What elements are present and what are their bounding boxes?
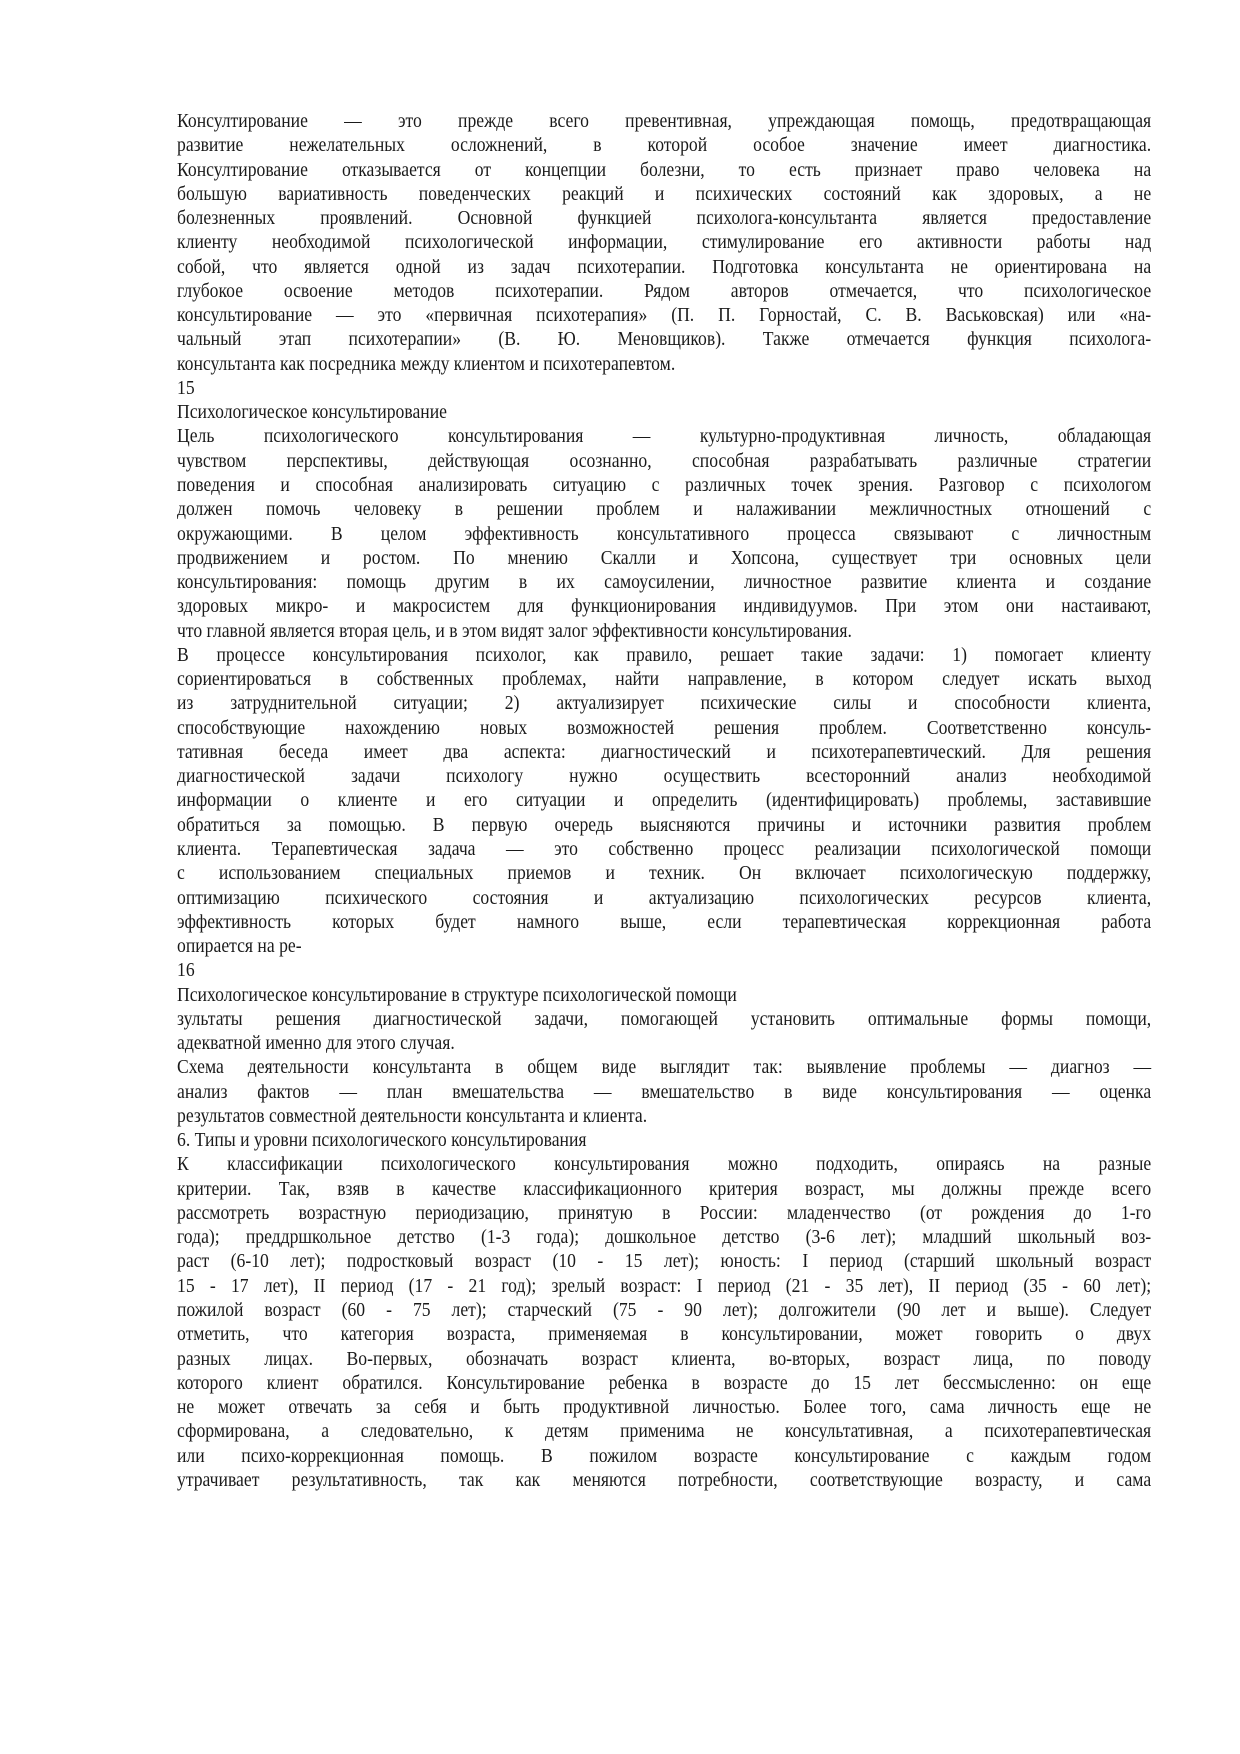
text-line-content: или психо-коррекционная помощь. В пожилом возрасте консультирование с каждым годом [177, 1444, 1152, 1467]
text-line [177, 764, 1151, 788]
text-line-content: которого клиент обратился. Консультирование ребенка в возрасте до 15 лет бессмысленно: он еще [177, 1371, 1152, 1394]
text-line-content: должен помочь человеку в решении проблем и налаживании межличностных отношений с [177, 498, 1152, 521]
text-line [177, 182, 1151, 206]
text-line-content: консультирования: помощь другим в их самоусилении, личностное развитие клиента и создание [177, 571, 1152, 594]
text-line-content: клиенту необходимой психологической информации, стимулирование его активности работы над [177, 231, 1152, 254]
paragraph [177, 643, 1151, 958]
paragraph [177, 1007, 1151, 1056]
text-line [177, 497, 1151, 521]
text-line-content: рассмотреть возрастную периодизацию, принятую в России: младенчество (от рождения до 1-го [177, 1201, 1152, 1224]
text-line [177, 1177, 1151, 1201]
text-line-content: окружающими. В целом эффективность консультативного процесса связывают с личностным [177, 522, 1152, 545]
text-line [177, 1322, 1151, 1346]
paragraph [177, 1055, 1151, 1128]
document-page [177, 109, 1151, 1492]
text-line-content: продвижением и ростом. По мнению Скалли и Хопсона, существует три основных цели [177, 546, 1152, 569]
text-line-content: способствующие нахождению новых возможностей решения проблем. Соответственно консуль- [177, 716, 1152, 739]
paragraph [177, 424, 1151, 642]
text-line-content: сформирована, а следовательно, к детям применима не консультативная, а психотерапевтическая [177, 1420, 1152, 1443]
text-line [177, 327, 1151, 351]
page-number-text: 16 [177, 959, 195, 982]
text-line-content: анализ фактов — план вмешательства — вмешательство в виде консультирования — оценка [177, 1080, 1152, 1103]
text-line-content: болезненных проявлений. Основной функцией психолога-консультанта является предоставление [177, 207, 1152, 230]
text-line-content: с использованием специальных приемов и техник. Он включает психологическую поддержку, [177, 862, 1152, 885]
text-line [177, 522, 1151, 546]
text-line-content: глубокое освоение методов психотерапии. Рядом авторов отмечается, что психологическое [177, 279, 1152, 302]
text-line [177, 861, 1151, 885]
text-line [177, 619, 1151, 643]
text-line [177, 449, 1151, 473]
text-line-content: Схема деятельности консультанта в общем виде выглядит так: выявление проблемы — диагноз — [177, 1056, 1152, 1079]
text-line-content: клиента. Терапевтическая задача — это собственно процесс реализации психологической помощи [177, 837, 1152, 860]
page-number-line [177, 376, 1151, 400]
text-line-content: опирается на ре- [177, 935, 302, 958]
text-line-content: не может отвечать за себя и быть продуктивной личностью. Более того, сама личность еще не [177, 1396, 1152, 1419]
paragraph [177, 1152, 1151, 1492]
running-head-text: Психологическое консультирование в структуре психологической помощи [177, 983, 737, 1006]
text-line-content: критерии. Так, взяв в качестве классификационного критерия возраст, мы должны прежде всего [177, 1177, 1152, 1200]
text-line-content: из затруднительной ситуации; 2) актуализирует психические силы и способности клиента, [177, 692, 1152, 715]
text-line [177, 837, 1151, 861]
text-line-content: В процессе консультирования психолог, как правило, решает такие задачи: 1) помогает клиенту [177, 643, 1152, 666]
text-line-content: сориентироваться в собственных проблемах, найти направление, в котором следует искать выход [177, 668, 1152, 691]
text-line-content: информации о клиенте и его ситуации и определить (идентифицировать) проблемы, заставившие [177, 789, 1152, 812]
text-line [177, 1444, 1151, 1468]
text-line [177, 158, 1151, 182]
text-line-content: оптимизацию психического состояния и актуализацию психологических ресурсов клиента, [177, 886, 1152, 909]
text-line-content: пожилой возраст (60 - 75 лет); старческий (75 - 90 лет); долгожители (90 лет и выше). Следует [177, 1299, 1152, 1322]
section-heading-line [177, 1128, 1151, 1152]
text-line [177, 1274, 1151, 1298]
text-line [177, 813, 1151, 837]
text-line [177, 1225, 1151, 1249]
text-line [177, 255, 1151, 279]
text-line [177, 109, 1151, 133]
text-line [177, 910, 1151, 934]
text-line [177, 1201, 1151, 1225]
running-head [177, 983, 1151, 1007]
text-line-content: консультанта как посредника между клиентом и психотерапевтом. [177, 352, 676, 375]
text-line-content: обратиться за помощью. В первую очередь выясняются причины и источники развития проблем [177, 813, 1152, 836]
text-line [177, 594, 1151, 618]
text-line-content: разных лицах. Во-первых, обозначать возраст клиента, во-вторых, возраст лица, по поводу [177, 1347, 1152, 1370]
text-line-content: 15 - 17 лет), II период (17 - 21 год); зрелый возраст: I период (21 - 35 лет), II период (35 - 60 лет); [177, 1274, 1152, 1297]
text-line-content: Цель психологического консультирования — культурно-продуктивная личность, обладающая [177, 425, 1152, 448]
section-heading-text: 6. Типы и уровни психологического консультирования [177, 1129, 587, 1152]
text-line [177, 133, 1151, 157]
page-number-text: 15 [177, 376, 195, 399]
text-line-content: отметить, что категория возраста, применяемая в консультировании, может говорить о двух [177, 1323, 1152, 1346]
text-line [177, 1249, 1151, 1273]
text-line [177, 1371, 1151, 1395]
text-line [177, 352, 1151, 376]
paragraph [177, 109, 1151, 376]
text-line-content: развитие нежелательных осложнений, в которой особое значение имеет диагностика. [177, 134, 1152, 157]
text-line-content: консультирование — это «первичная психотерапия» (П. П. Горностай, С. В. Васьковская) или «на- [177, 304, 1152, 327]
text-line-content: чальный этап психотерапии» (В. Ю. Меновщиков). Также отмечается функция психолога- [177, 328, 1152, 351]
text-line [177, 1031, 1151, 1055]
text-line [177, 1152, 1151, 1176]
text-line [177, 1080, 1151, 1104]
text-line [177, 691, 1151, 715]
running-head-text: Психологическое консультирование [177, 401, 447, 424]
text-line [177, 643, 1151, 667]
text-line-content: результатов совместной деятельности консультанта и клиента. [177, 1104, 648, 1127]
text-line [177, 934, 1151, 958]
text-line-content: эффективность которых будет намного выше, если терапевтическая коррекционная работа [177, 910, 1152, 933]
text-line [177, 570, 1151, 594]
text-line-content: большую вариативность поведенческих реакций и психических состояний как здоровых, а не [177, 182, 1152, 205]
text-line-content: Консултирование — это прежде всего превентивная, упреждающая помощь, предотвращающая [177, 110, 1152, 132]
text-line-content: года); преддршкольное детство (1-3 года); дошкольное детство (3-6 лет); младший школьный воз- [177, 1226, 1152, 1249]
text-line [177, 230, 1151, 254]
page-number-line [177, 958, 1151, 982]
text-line [177, 424, 1151, 448]
text-line [177, 1347, 1151, 1371]
text-line-content: поведения и способная анализировать ситуацию с различных точек зрения. Разговор с психологом [177, 473, 1152, 496]
text-line [177, 1055, 1151, 1079]
text-line-content: утрачивает результативность, так как меняются потребности, соответствующие возрасту, и сама [177, 1468, 1152, 1491]
text-line [177, 1104, 1151, 1128]
text-line-content: раст (6-10 лет); подростковый возраст (10 - 15 лет); юность: I период (старший школьный возраст [177, 1250, 1152, 1273]
text-line [177, 716, 1151, 740]
text-line [177, 1419, 1151, 1443]
running-head-line [177, 400, 1151, 424]
page-number [177, 958, 1151, 982]
text-line-content: К классификации психологического консультирования можно подходить, опираясь на разные [177, 1153, 1152, 1176]
text-line-content: собой, что является одной из задач психотерапии. Подготовка консультанта не ориентирована на [177, 255, 1152, 278]
text-line-content: здоровых микро- и макросистем для функционирования индивидуумов. При этом они настаивают, [177, 595, 1152, 618]
text-line-content: Консултирование отказывается от концепции болезни, то есть признает право человека на [177, 158, 1152, 181]
text-line [177, 1395, 1151, 1419]
text-line [177, 303, 1151, 327]
text-line [177, 279, 1151, 303]
text-line-content: что главной является вторая цель, и в этом видят залог эффективности консультирования. [177, 619, 852, 642]
text-line [177, 667, 1151, 691]
text-line [177, 206, 1151, 230]
page-number [177, 376, 1151, 400]
text-line-content: адекватной именно для этого случая. [177, 1032, 455, 1055]
text-line [177, 740, 1151, 764]
text-line [177, 1298, 1151, 1322]
running-head [177, 400, 1151, 424]
text-line [177, 546, 1151, 570]
text-line [177, 886, 1151, 910]
text-line [177, 473, 1151, 497]
text-line [177, 788, 1151, 812]
text-line [177, 1468, 1151, 1492]
text-line-content: чувством перспективы, действующая осознанно, способная разрабатывать различные стратегии [177, 449, 1152, 472]
text-line-content: зультаты решения диагностической задачи, помогающей установить оптимальные формы помощи, [177, 1007, 1152, 1030]
text-line-content: тативная беседа имеет два аспекта: диагностический и психотерапевтический. Для решения [177, 740, 1152, 763]
text-line-content: диагностической задачи психологу нужно осуществить всесторонний анализ необходимой [177, 765, 1152, 788]
text-line [177, 1007, 1151, 1031]
running-head-line [177, 983, 1151, 1007]
section-heading [177, 1128, 1151, 1152]
